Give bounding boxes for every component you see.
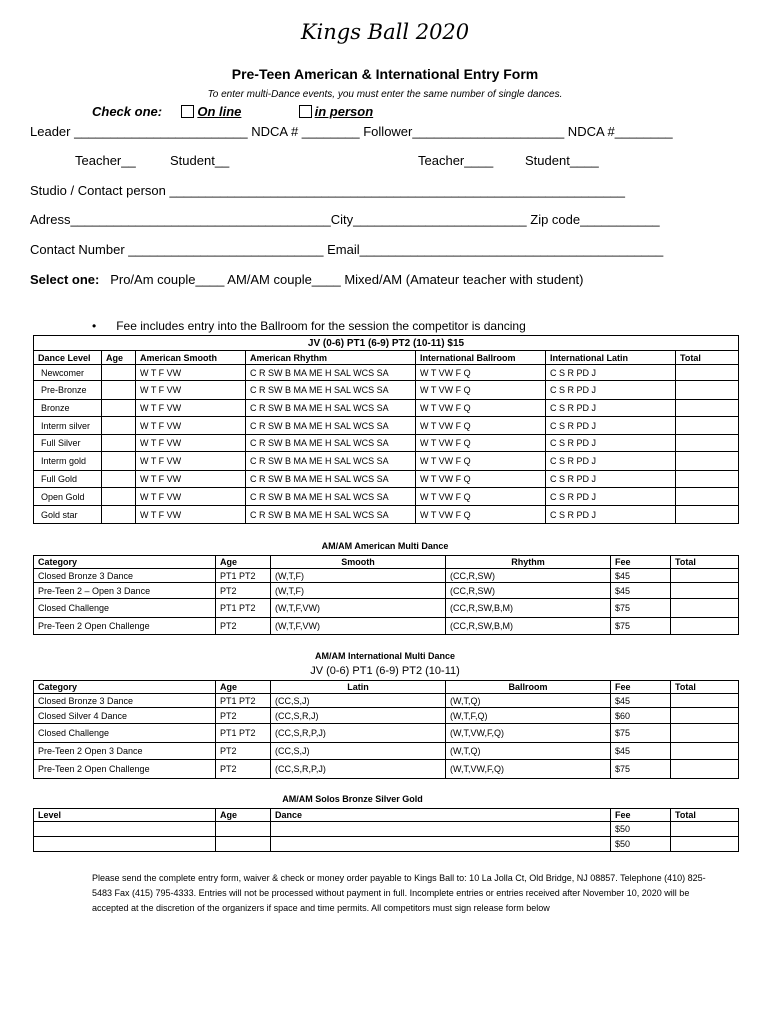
check-one-label: Check one: xyxy=(92,104,163,119)
table-cell[interactable] xyxy=(102,506,136,524)
table-cell: (W,T,F) xyxy=(271,583,446,599)
table-row xyxy=(34,569,739,583)
table-cell: Pre-Teen 2 Open Challenge xyxy=(34,618,216,635)
leader-line[interactable]: Leader ________________________ NDCA # ________ Follower_____________________ NDCA #________ xyxy=(30,124,673,139)
single-header-cell: International Ballroom xyxy=(416,351,546,365)
table-cell: W T F VW xyxy=(136,365,246,381)
table-cell[interactable] xyxy=(102,381,136,400)
single-header-cell: American Rhythm xyxy=(246,351,416,365)
table-cell: W T F VW xyxy=(136,452,246,471)
table-cell: $45 xyxy=(611,569,671,583)
online-checkbox[interactable] xyxy=(181,105,194,118)
single-header-cell: American Smooth xyxy=(136,351,246,365)
contact-line[interactable]: Contact Number ___________________________ Email__________________________________________ xyxy=(30,242,664,257)
table-cell: (CC,R,SW,B,M) xyxy=(446,599,611,618)
table-cell[interactable] xyxy=(671,583,739,599)
table-cell: W T F VW xyxy=(136,506,246,524)
table-cell: Full Gold xyxy=(34,471,102,488)
table-cell: (W,T,F,Q) xyxy=(446,708,611,724)
table-cell: PT2 xyxy=(216,708,271,724)
table-row xyxy=(34,618,739,635)
table-cell: (W,T,Q) xyxy=(446,694,611,708)
table-cell[interactable] xyxy=(671,837,739,852)
table-row xyxy=(34,822,739,837)
table-cell: Closed Silver 4 Dance xyxy=(34,708,216,724)
table-cell[interactable] xyxy=(671,708,739,724)
table-cell[interactable] xyxy=(676,488,739,506)
table-row xyxy=(34,760,739,779)
table-cell: Interm gold xyxy=(34,452,102,471)
table-cell: (W,T,F,VW) xyxy=(271,618,446,635)
single-header-row xyxy=(34,351,739,365)
inperson-label: in person xyxy=(314,104,374,119)
table-cell: W T VW F Q xyxy=(416,488,546,506)
table-row xyxy=(34,837,739,852)
table-cell: C S R PD J xyxy=(546,400,676,417)
table-row xyxy=(34,452,739,471)
intl-multi-table xyxy=(33,680,739,779)
solos-caption: AM/AM Solos Bronze Silver Gold xyxy=(282,794,423,804)
table-cell: C R SW B MA ME H SAL WCS SA xyxy=(246,506,416,524)
table-cell: Gold star xyxy=(34,506,102,524)
solos-header-cell: Fee xyxy=(611,809,671,822)
table-cell: PT2 xyxy=(216,760,271,779)
table-cell[interactable] xyxy=(676,417,739,435)
intl_multi-header-row xyxy=(34,681,739,694)
table-cell[interactable] xyxy=(216,822,271,837)
table-cell: PT1 PT2 xyxy=(216,724,271,743)
table-row xyxy=(34,708,739,724)
table-cell: Pre-Bronze xyxy=(34,381,102,400)
table-cell: C S R PD J xyxy=(546,506,676,524)
table-cell: Closed Challenge xyxy=(34,724,216,743)
intl-multi-caption: AM/AM International Multi Dance xyxy=(314,651,455,661)
table-cell: C S R PD J xyxy=(546,417,676,435)
table-cell[interactable] xyxy=(676,471,739,488)
american_multi-header-cell: Rhythm xyxy=(446,556,611,569)
intl_multi-header-cell: Ballroom xyxy=(446,681,611,694)
american_multi-header-cell: Category xyxy=(34,556,216,569)
table-cell: W T VW F Q xyxy=(416,435,546,452)
table-cell[interactable] xyxy=(34,822,216,837)
american_multi-header-row xyxy=(34,556,739,569)
table-row xyxy=(34,400,739,417)
american-multi-table xyxy=(33,555,739,635)
table-cell: $75 xyxy=(611,760,671,779)
table-cell: (CC,S,R,P,J) xyxy=(271,760,446,779)
american-multi-caption: AM/AM American Multi Dance xyxy=(321,541,449,551)
table-row xyxy=(34,471,739,488)
intl-multi-subcaption: JV (0-6) PT1 (6-9) PT2 (10-11) xyxy=(310,665,460,677)
table-cell[interactable] xyxy=(271,837,611,852)
table-cell: $50 xyxy=(611,837,671,852)
american_multi-header-cell: Smooth xyxy=(271,556,446,569)
single-header-cell: Total xyxy=(676,351,739,365)
table-cell[interactable] xyxy=(271,822,611,837)
select-one-options[interactable]: Pro/Am couple____ AM/AM couple____ Mixed/AM (Amateur teacher with student) xyxy=(110,272,584,287)
table-cell[interactable] xyxy=(671,694,739,708)
table-row xyxy=(34,583,739,599)
solos-header-row xyxy=(34,809,739,822)
table-cell[interactable] xyxy=(676,435,739,452)
table-cell[interactable] xyxy=(102,365,136,381)
table-cell: PT2 xyxy=(216,618,271,635)
table-cell: $75 xyxy=(611,724,671,743)
table-cell: C S R PD J xyxy=(546,435,676,452)
footer-instructions: Please send the complete entry form, waiver & check or money order payable to Kings Ball to: 10 La Jolla Ct, Old Bridge, NJ 08857. Telephone (410) 825-5483 Fax (415) 795-4333. Entries will not be processed without payment in full. Incomplete entries or entries received after November 10, 2020 will be accepted at the discretion of the organizers if space and time permits. All competitors must sign release form below xyxy=(92,873,706,913)
table-row xyxy=(34,435,739,452)
table-cell[interactable] xyxy=(34,837,216,852)
table-cell: (CC,R,SW) xyxy=(446,583,611,599)
table-cell: Closed Bronze 3 Dance xyxy=(34,694,216,708)
table-cell: C R SW B MA ME H SAL WCS SA xyxy=(246,417,416,435)
table-cell[interactable] xyxy=(102,417,136,435)
table-cell: C R SW B MA ME H SAL WCS SA xyxy=(246,488,416,506)
table-cell: Open Gold xyxy=(34,488,102,506)
table-cell: (CC,S,J) xyxy=(271,743,446,760)
intl_multi-header-cell: Category xyxy=(34,681,216,694)
table-cell: W T F VW xyxy=(136,471,246,488)
inperson-checkbox[interactable] xyxy=(299,105,312,118)
table-cell: W T F VW xyxy=(136,381,246,400)
instruction-note: To enter multi-Dance events, you must enter the same number of single dances. xyxy=(207,89,563,100)
table-cell: (CC,S,R,J) xyxy=(271,708,446,724)
online-label: On line xyxy=(197,104,242,119)
table-cell: W T VW F Q xyxy=(416,452,546,471)
table-row xyxy=(34,743,739,760)
table-cell: W T VW F Q xyxy=(416,506,546,524)
table-cell: C S R PD J xyxy=(546,471,676,488)
table-cell: W T VW F Q xyxy=(416,471,546,488)
table-cell: W T VW F Q xyxy=(416,417,546,435)
table-cell: W T F VW xyxy=(136,488,246,506)
single-header-cell: Age xyxy=(102,351,136,365)
table-cell: C S R PD J xyxy=(546,365,676,381)
table-cell: PT1 PT2 xyxy=(216,599,271,618)
table-cell: C S R PD J xyxy=(546,381,676,400)
fee-bullet-text: Fee includes entry into the Ballroom for the session the competitor is dancing xyxy=(116,319,526,333)
single-header-cell: International Latin xyxy=(546,351,676,365)
solos-header-cell: Age xyxy=(216,809,271,822)
table-cell: C S R PD J xyxy=(546,488,676,506)
intl_multi-header-cell: Age xyxy=(216,681,271,694)
table-row xyxy=(34,488,739,506)
table-cell[interactable] xyxy=(102,488,136,506)
table-cell[interactable] xyxy=(676,381,739,400)
table-cell: C R SW B MA ME H SAL WCS SA xyxy=(246,471,416,488)
intl_multi-header-cell: Total xyxy=(671,681,739,694)
table-cell: C S R PD J xyxy=(546,452,676,471)
american_multi-header-cell: Fee xyxy=(611,556,671,569)
table-cell[interactable] xyxy=(676,400,739,417)
table-cell: $50 xyxy=(611,822,671,837)
table-cell: $75 xyxy=(611,618,671,635)
table-cell[interactable] xyxy=(102,471,136,488)
table-cell: W T F VW xyxy=(136,417,246,435)
solos-header-cell: Total xyxy=(671,809,739,822)
table-cell: C R SW B MA ME H SAL WCS SA xyxy=(246,435,416,452)
table-row xyxy=(34,506,739,524)
table-cell[interactable] xyxy=(102,452,136,471)
table-cell[interactable] xyxy=(676,506,739,524)
table-cell[interactable] xyxy=(671,569,739,583)
table-cell: (W,T,F,VW) xyxy=(271,599,446,618)
table-cell: W T F VW xyxy=(136,435,246,452)
table-cell: (CC,R,SW) xyxy=(446,569,611,583)
table-cell[interactable] xyxy=(671,743,739,760)
table-cell: C R SW B MA ME H SAL WCS SA xyxy=(246,400,416,417)
american_multi-header-cell: Total xyxy=(671,556,739,569)
table-cell: Interm silver xyxy=(34,417,102,435)
table-cell: W T F VW xyxy=(136,400,246,417)
teacher-field-left[interactable]: Teacher__ xyxy=(75,153,136,168)
table-cell: (W,T,Q) xyxy=(446,743,611,760)
single-banner: JV (0-6) PT1 (6-9) PT2 (10-11) $15 xyxy=(34,336,739,351)
table-cell[interactable] xyxy=(671,724,739,743)
intl_multi-header-cell: Fee xyxy=(611,681,671,694)
table-cell[interactable] xyxy=(671,822,739,837)
table-row xyxy=(34,599,739,618)
table-cell[interactable] xyxy=(671,618,739,635)
table-cell: (CC,S,R,P,J) xyxy=(271,724,446,743)
teacher-field-right[interactable]: Teacher____ xyxy=(418,153,494,168)
table-cell: (W,T,VW,F,Q) xyxy=(446,760,611,779)
table-cell: PT2 xyxy=(216,743,271,760)
table-cell: Pre-Teen 2 – Open 3 Dance xyxy=(34,583,216,599)
table-cell: $75 xyxy=(611,599,671,618)
form-title: Kings Ball 2020 xyxy=(300,20,470,44)
table-cell: $45 xyxy=(611,583,671,599)
table-cell: C R SW B MA ME H SAL WCS SA xyxy=(246,381,416,400)
single-dance-table xyxy=(33,335,739,524)
table-cell[interactable] xyxy=(671,599,739,618)
table-cell: (CC,S,J) xyxy=(271,694,446,708)
table-row xyxy=(34,724,739,743)
table-cell: W T VW F Q xyxy=(416,400,546,417)
form-subtitle: Pre-Teen American & International Entry Form xyxy=(231,66,539,82)
table-cell[interactable] xyxy=(676,452,739,471)
table-cell: Closed Bronze 3 Dance xyxy=(34,569,216,583)
table-cell: $45 xyxy=(611,743,671,760)
table-row xyxy=(34,381,739,400)
student-field-right[interactable]: Student____ xyxy=(525,153,599,168)
table-cell: Closed Challenge xyxy=(34,599,216,618)
table-cell: (CC,R,SW,B,M) xyxy=(446,618,611,635)
studio-line[interactable]: Studio / Contact person _______________________________________________________________ xyxy=(30,183,625,198)
table-cell: Full Silver xyxy=(34,435,102,452)
select-one-row xyxy=(30,272,584,287)
table-row xyxy=(34,694,739,708)
table-cell: Bronze xyxy=(34,400,102,417)
table-row xyxy=(34,365,739,381)
table-cell: $45 xyxy=(611,694,671,708)
address-line[interactable]: Adress____________________________________City________________________ Zip code___________ xyxy=(30,212,660,227)
table-cell[interactable] xyxy=(671,760,739,779)
table-cell: PT2 xyxy=(216,583,271,599)
select-one-label: Select one: xyxy=(30,272,100,287)
fee-bullet: • Fee includes entry into the Ballroom for the session the competitor is dancing xyxy=(92,319,526,333)
single-header-cell: Dance Level xyxy=(34,351,102,365)
table-cell: PT1 PT2 xyxy=(216,569,271,583)
intl_multi-header-cell: Latin xyxy=(271,681,446,694)
table-cell: (W,T,F) xyxy=(271,569,446,583)
solos-table xyxy=(33,808,739,852)
table-row xyxy=(34,417,739,435)
table-cell: PT1 PT2 xyxy=(216,694,271,708)
table-cell: C R SW B MA ME H SAL WCS SA xyxy=(246,365,416,381)
table-cell: (W,T,VW,F,Q) xyxy=(446,724,611,743)
solos-header-cell: Level xyxy=(34,809,216,822)
table-cell: Newcomer xyxy=(34,365,102,381)
solos-header-cell: Dance xyxy=(271,809,611,822)
table-cell[interactable] xyxy=(676,365,739,381)
table-cell[interactable] xyxy=(102,435,136,452)
table-cell[interactable] xyxy=(102,400,136,417)
student-field-left[interactable]: Student__ xyxy=(170,153,230,168)
table-cell: Pre-Teen 2 Open 3 Dance xyxy=(34,743,216,760)
table-cell: Pre-Teen 2 Open Challenge xyxy=(34,760,216,779)
american_multi-header-cell: Age xyxy=(216,556,271,569)
table-cell: W T VW F Q xyxy=(416,381,546,400)
table-cell: W T VW F Q xyxy=(416,365,546,381)
table-cell[interactable] xyxy=(216,837,271,852)
table-cell: $60 xyxy=(611,708,671,724)
table-cell: C R SW B MA ME H SAL WCS SA xyxy=(246,452,416,471)
check-one-row xyxy=(92,104,373,119)
